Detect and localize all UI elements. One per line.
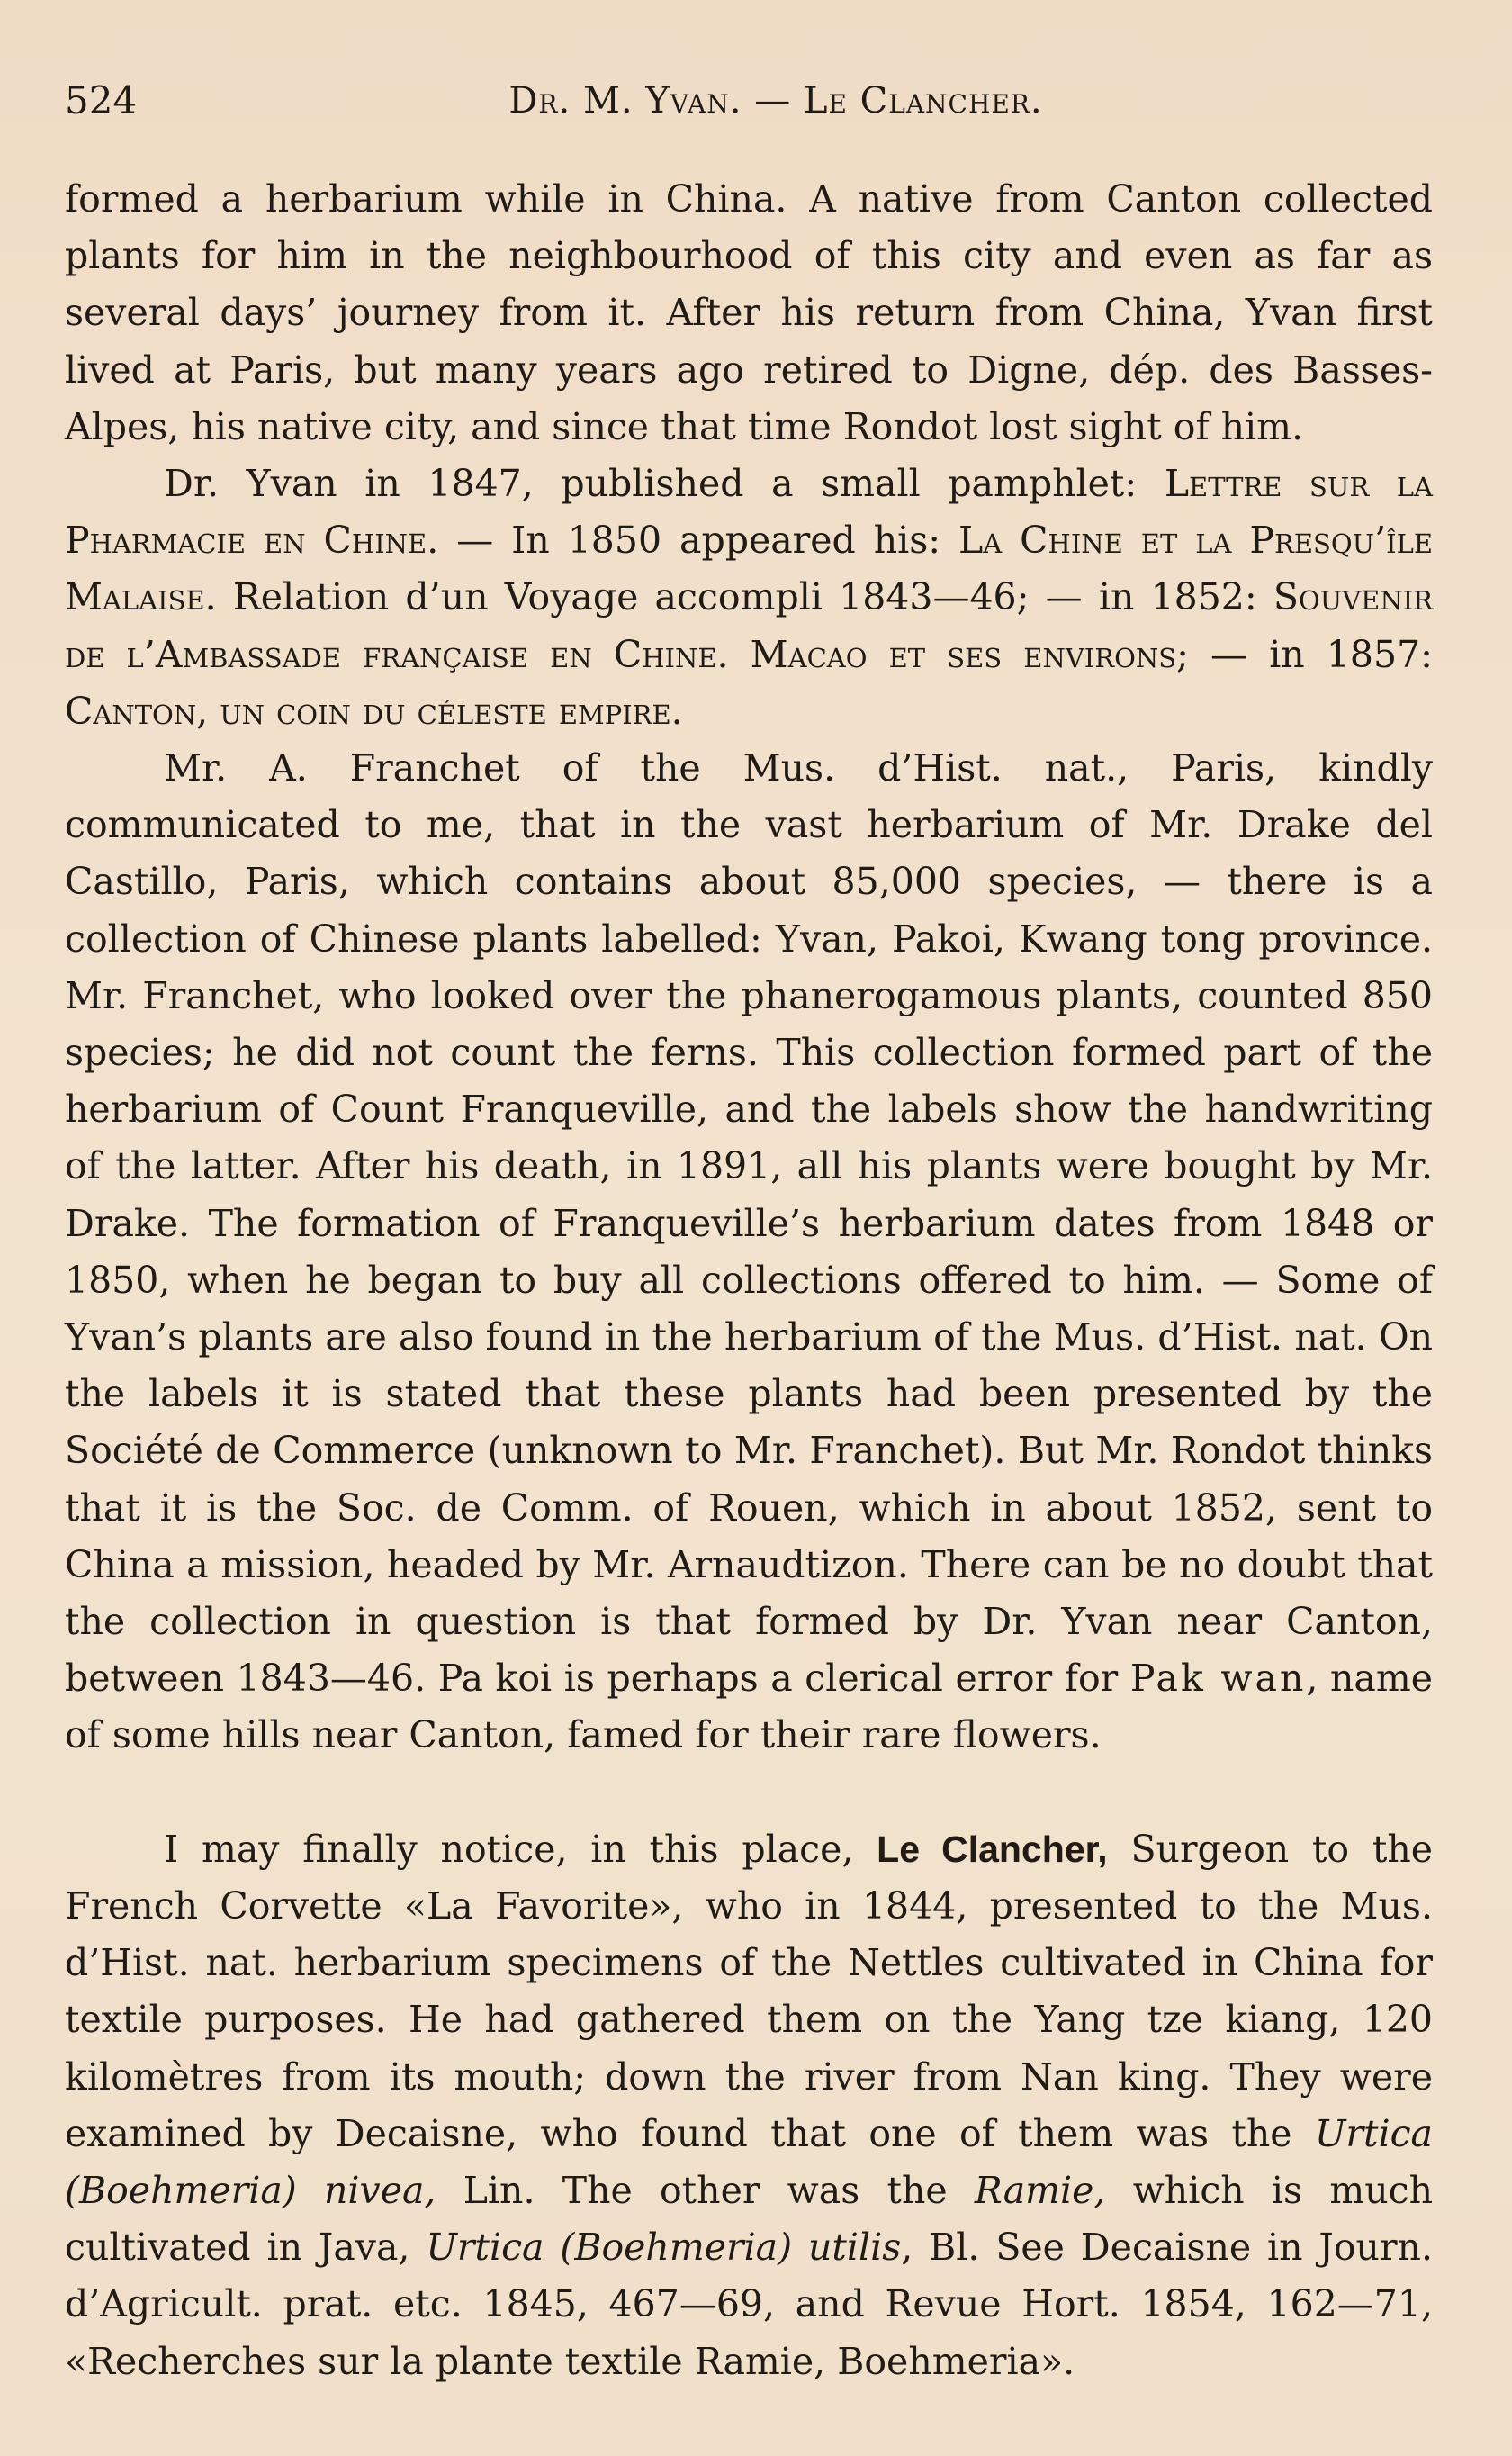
book-title-souvenir: Souvenir de l’Ambassade française en Chine. Macao et ses environs: [65, 575, 1433, 676]
text-run: , name of some hills near Canton, famed for their rare flowers.: [65, 1657, 1433, 1757]
paragraph-yvan-herbarium: formed a herbarium while in China. A native from Canton collected plants for him in the neighbourhood of this city and even as far as several days’ journey from it. After his return from China, Yvan first lived at Paris, but many years ago retired to Digne, dép. des Basses-Alpes, his native city, and since that time Rondot lost sight of him.: [65, 177, 1433, 448]
species-name-nivea: Urtica (Boehmeria) nivea,: [65, 2111, 1433, 2212]
text-run: Lin. The other was the: [436, 2168, 975, 2212]
person-name-le-clancher: Le Clancher,: [877, 1828, 1108, 1870]
plant-name-ramie: Ramie,: [974, 2168, 1106, 2212]
paragraph-franchet-collection: [65, 740, 1433, 1765]
book-title-la-chine: La Chine et la Presqu’île Malaise.: [65, 519, 1433, 619]
book-title-lettre: Lettre sur la Pharmacie en Chine.: [65, 462, 1433, 563]
text-run: Surgeon to the French Corvette «La Favorite», who in 1844, presented to the Mus. d’Hist. nat. herbarium specimens of the Nettles cultivated in China for textile purposes. He had gathered them on the Yang tze kiang, 120 kilomètres from its mouth; down the river from Nan king. They were examined by Decaisne, who found that one of them was the: [65, 1827, 1433, 2155]
text-run: ; — in 1857:: [1176, 632, 1433, 676]
page-number: 524: [65, 78, 138, 122]
body-text: [65, 171, 1433, 2390]
paragraph-yvan-publications: [65, 456, 1433, 740]
text-run: I may finally notice, in this place,: [164, 1827, 878, 1871]
text-run: which is much cultivated in Java,: [65, 2168, 1433, 2270]
text-run: , Bl. See Decaisne in Journ. d’Agricult. prat. etc. 1845, 467—69, and Revue Hort. 1854, 162—71, «Recherches sur la plante textile Ramie, Boehmeria».: [65, 2226, 1433, 2383]
running-head: [65, 76, 1433, 126]
text-run: — In 1850 appeared his:: [438, 519, 959, 563]
text-run: Dr. Yvan in 1847, published a small pamphlet:: [164, 462, 1165, 506]
place-name-pak-wan: Pak wan: [1130, 1657, 1307, 1701]
species-name-utilis: Urtica (Boehmeria) utilis: [426, 2226, 902, 2270]
paragraph-le-clancher: [65, 1821, 1433, 2390]
running-head-title: Dr. M. Yvan. — Le Clancher.: [508, 80, 1043, 122]
section-gap: [65, 1765, 1433, 1821]
text-run: Relation d’un Voyage accompli 1843—46; — in 1852:: [216, 575, 1274, 619]
text-run: Mr. A. Franchet of the Mus. d’Hist. nat., Paris, kindly communicated to me, that in the vast herbarium of Mr. Drake del Castillo, Paris, which contains about 85,000 species, — there is a collection of Chinese plants labelled: Yvan, Pakoi, Kwang tong province. Mr. Franchet, who looked over the phanerogamous plants, counted 850 species; he did not count the ferns. This collection formed part of the herbarium of Count Franqueville, and the labels show the handwriting of the latter. After his death, in 1891, all his plants were bought by Mr. Drake. The formation of Franqueville’s herbarium dates from 1848 or 1850, when he began to buy all collections offered to him. — Some of Yvan’s plants are also found in the herbarium of the Mus. d’Hist. nat. On the labels it is stated that these plants had been presented by the Société de Commerce (unknown to Mr. Franchet). But Mr. Rondot thinks that it is the Soc. de Comm. of Rouen, which in about 1852, sent to China a mission, headed by Mr. Arnaudtizon. There can be no doubt that the collection in question is that formed by Dr. Yvan near Canton, between 1843—46. Pa koi is perhaps a clerical error for: [65, 746, 1433, 1701]
book-title-canton: Canton, un coin du céleste empire.: [65, 689, 683, 733]
